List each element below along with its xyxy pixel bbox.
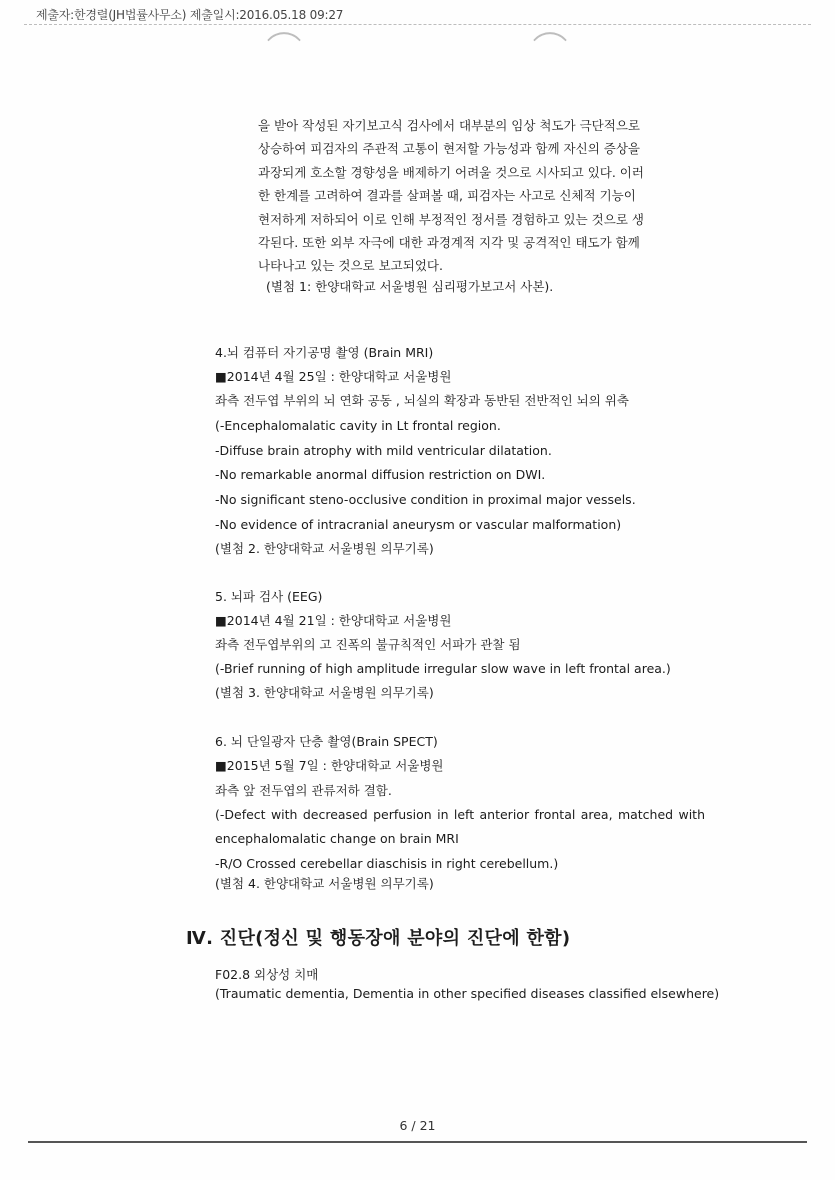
spect-detail-line: (-Defect with decreased perfusion in left anterior frontal area, matched with	[215, 807, 705, 822]
submission-stamp: 제출자:한경렬(JH법률사무소) 제출일시:2016.05.18 09:27	[36, 8, 344, 22]
binding-mark-left	[267, 23, 301, 57]
mri-detail-line: -Diffuse brain atrophy with mild ventricular dilatation.	[215, 443, 552, 458]
diagnosis-heading: Ⅳ. 진단(정신 및 행동장애 분야의 진단에 한함)	[186, 928, 571, 949]
page-number: 6 / 21	[399, 1118, 436, 1133]
binding-mark-right	[533, 23, 567, 57]
eeg-finding: 좌측 전두엽부위의 고 진폭의 불규칙적인 서파가 관찰 됨	[215, 637, 521, 652]
paragraph-line: 상승하여 피검자의 주관적 고통이 현저할 가능성과 함께 자신의 증상을	[258, 141, 640, 157]
spect-exam-date: ■2015년 5월 7일 : 한양대학교 서울병원	[215, 758, 444, 773]
mri-detail-line: -No significant steno-occlusive condition in proximal major vessels.	[215, 492, 636, 507]
spect-detail-line: -R/O Crossed cerebellar diaschisis in right cerebellum.)	[215, 856, 559, 871]
attachment-note-1: (별첨 1: 한양대학교 서울병원 심리평가보고서 사본).	[266, 279, 554, 294]
paragraph-line: 현저하게 저하되어 이로 인해 부정적인 정서를 경험하고 있는 것으로 생	[258, 211, 644, 227]
spect-finding: 좌측 앞 전두엽의 관류저하 결함.	[215, 783, 392, 798]
attachment-note-2: (별첨 2. 한양대학교 서울병원 의무기록)	[215, 541, 434, 556]
mri-section-title: 4.뇌 컴퓨터 자기공명 촬영 (Brain MRI)	[215, 345, 434, 360]
paragraph-line: 을 받아 작성된 자기보고식 검사에서 대부분의 임상 척도가 극단적으로	[258, 118, 640, 133]
mri-detail-line: (-Encephalomalatic cavity in Lt frontal region.	[215, 418, 501, 433]
diagnosis-code: F02.8 외상성 치매	[215, 967, 319, 982]
attachment-note-3: (별첨 3. 한양대학교 서울병원 의무기록)	[215, 685, 434, 700]
mri-detail-line: -No evidence of intracranial aneurysm or vascular malformation)	[215, 517, 622, 532]
spect-section-title: 6. 뇌 단일광자 단층 촬영(Brain SPECT)	[215, 734, 438, 749]
mri-detail-line: -No remarkable anormal diffusion restriction on DWI.	[215, 467, 546, 482]
diagnosis-english: (Traumatic dementia, Dementia in other specified diseases classified elsewhere)	[215, 986, 720, 1001]
eeg-detail-line: (-Brief running of high amplitude irregular slow wave in left frontal area.)	[215, 661, 671, 676]
mri-exam-date: ■2014년 4월 25일 : 한양대학교 서울병원	[215, 369, 452, 384]
spect-detail-line: encephalomalatic change on brain MRI	[215, 831, 459, 846]
header-divider	[24, 24, 811, 25]
assessment-paragraph	[258, 114, 708, 278]
footer-divider	[28, 1141, 807, 1143]
attachment-note-4: (별첨 4. 한양대학교 서울병원 의무기록)	[215, 876, 434, 891]
paragraph-line: 각된다. 또한 외부 자극에 대한 과경계적 지각 및 공격적인 태도가 함께	[258, 235, 640, 251]
faint-watermark	[455, 870, 474, 916]
paragraph-line: 나타나고 있는 것으로 보고되었다.	[258, 258, 443, 274]
paragraph-line: 한 한계를 고려하여 결과를 살펴볼 때, 피검자는 사고로 신체적 기능이	[258, 188, 636, 204]
paragraph-line: 과장되게 호소할 경향성을 배제하기 어려울 것으로 시사되고 있다. 이러	[258, 164, 644, 180]
eeg-section-title: 5. 뇌파 검사 (EEG)	[215, 589, 323, 604]
eeg-exam-date: ■2014년 4월 21일 : 한양대학교 서울병원	[215, 613, 452, 628]
mri-finding: 좌측 전두엽 부위의 뇌 연화 공동 , 뇌실의 확장과 동반된 전반적인 뇌의 위축	[215, 393, 629, 408]
